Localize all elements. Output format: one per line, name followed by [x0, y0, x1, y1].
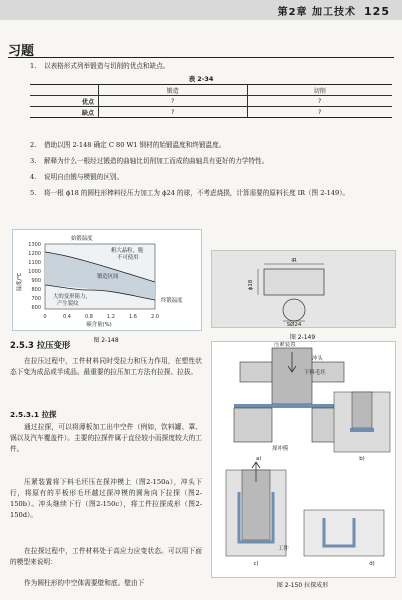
x-tick: 2.0	[151, 314, 159, 320]
question-text: 说明自由锻与模锻的区别。	[44, 173, 124, 181]
figure-2-148-caption: 图 2-148	[93, 337, 119, 344]
y-tick: 1100	[28, 260, 41, 266]
panel-label-c: c)	[253, 561, 259, 567]
label-clamp: 压紧装置	[274, 342, 296, 348]
page-number: 125	[364, 5, 390, 18]
label-die: 探冲模	[272, 446, 289, 452]
paragraph-text: 压紧装置将下料毛坯压在探冲模上（图2-150a），冲头下行，将原有的平板形毛坯越过探冲模的圆角向下拉探（图2-150b）。冲头继续下行（图2-150c），将工件拉探成形（图2-150d）。	[10, 478, 202, 519]
running-head	[278, 3, 390, 18]
y-tick: 1000	[28, 269, 41, 275]
label-punch: 冲头	[312, 356, 323, 362]
figure-2-150-caption: 图 2-150 拉探成形	[276, 582, 329, 589]
x-tick: 0	[43, 314, 47, 320]
table-row	[30, 96, 392, 107]
question-1	[30, 62, 390, 71]
table-cell: ?	[247, 96, 392, 107]
table-cell: ?	[99, 107, 248, 118]
panel-c	[226, 462, 286, 567]
label-deform-line-2: 产生裂纹	[57, 301, 79, 307]
figure-2-149-caption: 图 2-149	[289, 334, 316, 341]
x-axis-label: 碳含量(%)	[86, 322, 112, 328]
x-ticks	[43, 314, 159, 320]
panel-label-d: d)	[369, 561, 375, 567]
y-tick: 1200	[28, 251, 41, 257]
deep-drawing-diagram	[212, 342, 395, 577]
x-tick: 1.2	[107, 314, 115, 320]
table-header-cell: 切削	[247, 85, 392, 96]
x-tick: 1.6	[129, 314, 137, 320]
label-coarse-line-2: 不可使用	[117, 255, 139, 261]
paragraph-text: 通过拉探，可以将薄板加工出中空件（例如，饮料罐、罩、锅以及汽车覆盖件）。主要的拉探件属于直径较小而探度较大的工件。	[10, 423, 202, 453]
table-header-cell: 锻造	[99, 85, 248, 96]
table-cell: ?	[247, 107, 392, 118]
forging-temperature-chart	[13, 230, 201, 330]
paragraph-3	[10, 477, 202, 521]
paragraph-4	[10, 546, 202, 568]
question-number: 1.	[30, 62, 37, 70]
y-axis-label: 温度/℃	[17, 272, 23, 292]
table-title: 表 2-34	[188, 75, 214, 83]
figure-2-150	[211, 341, 396, 578]
question-number: 3.	[30, 157, 37, 165]
y-tick: 800	[31, 287, 41, 293]
question-3	[30, 157, 390, 166]
title-rule	[8, 57, 394, 58]
table-2-34	[30, 84, 392, 118]
y-tick: 900	[31, 278, 41, 284]
paragraph-text: 在拉压过程中，工件材料同时受拉力和压力作用，在塑性状态下变为成品或半成品。最重要的拉压加工方法有拉探、拉拔。	[10, 357, 202, 376]
panel-b	[334, 392, 390, 462]
panel-label-b: b)	[359, 456, 365, 462]
label-coarse-line-1: 粗大晶粒，脆	[111, 248, 144, 254]
section-heading-2-5-3-1: 2.5.3.1 拉探	[10, 410, 57, 419]
table-cell: ?	[99, 96, 248, 107]
ball	[283, 299, 305, 321]
label-forging-range: 锻造区间	[97, 274, 119, 280]
die-left	[234, 408, 272, 442]
workpiece-b	[350, 428, 374, 432]
paragraph-2	[10, 422, 202, 455]
figure-2-148	[12, 229, 202, 331]
panel-label-a: a)	[256, 456, 262, 462]
chapter-title: 第2章 加工技术	[277, 7, 357, 18]
diameter-label: ϕ18	[248, 279, 254, 291]
section-heading-2-5-3: 2.5.3 拉压变形	[10, 340, 71, 350]
table-cell: 优点	[30, 96, 99, 107]
question-number: 4.	[30, 173, 37, 181]
cylinder-bar	[264, 269, 324, 295]
label-start-temp: 始锻温度	[71, 236, 93, 242]
table-cell: 缺点	[30, 107, 99, 118]
ball-label: SØ24	[286, 322, 302, 327]
bar-to-ball-diagram	[212, 251, 395, 327]
question-5	[30, 189, 390, 198]
blank-sheet	[234, 404, 350, 408]
question-2	[30, 141, 390, 150]
panel-a	[234, 342, 350, 462]
y-tick: 600	[31, 305, 41, 311]
panel-d-frame	[304, 510, 384, 556]
figure-2-149	[211, 250, 396, 328]
paragraph-text: 在拉探过程中，工件材料处于高应力应变状态。可以用下面的模型来说明：	[10, 547, 202, 566]
punch-b	[352, 392, 372, 428]
table-header-row	[30, 85, 392, 96]
label-finish-temp: 终锻温度	[161, 298, 183, 304]
x-tick: 0.4	[63, 314, 71, 320]
x-tick: 0.8	[85, 314, 93, 320]
label-workpiece: 工件	[278, 546, 289, 552]
label-deform-line-1: 大的变形阻力，	[53, 294, 91, 300]
section-title: 习题	[8, 44, 35, 59]
question-text: 解释为什么一根经过锻造的曲轴比切削加工而成的曲轴具有更好的力学特性。	[44, 157, 269, 165]
question-number: 2.	[30, 141, 37, 149]
table-row	[30, 107, 392, 118]
question-text: 以表格形式列举锻造与切削的优点和缺点。	[44, 62, 170, 70]
label-blank: 下料毛坯	[304, 370, 326, 376]
paragraph-5	[10, 578, 202, 589]
question-4	[30, 173, 390, 182]
table-header-cell	[30, 85, 99, 96]
paragraph-1	[10, 356, 202, 378]
panel-d	[278, 510, 384, 567]
length-label: lR	[291, 258, 297, 264]
question-text: 借助以图 2-148 确定 C 80 W1 钢材的始锻温度和终锻温度。	[44, 141, 226, 149]
y-tick: 1300	[28, 242, 41, 248]
y-ticks	[28, 242, 41, 311]
y-tick: 700	[31, 296, 41, 302]
question-number: 5.	[30, 189, 37, 197]
paragraph-text: 作为圆柱形的中空体需要壁和底。壁由下	[24, 579, 145, 587]
question-text: 将一根 ϕ18 的圆柱形棒料径压力加工为 ϕ24 的球，不考虑烧损，计算需要的原料长度 lR（图 2-149）。	[44, 189, 350, 197]
